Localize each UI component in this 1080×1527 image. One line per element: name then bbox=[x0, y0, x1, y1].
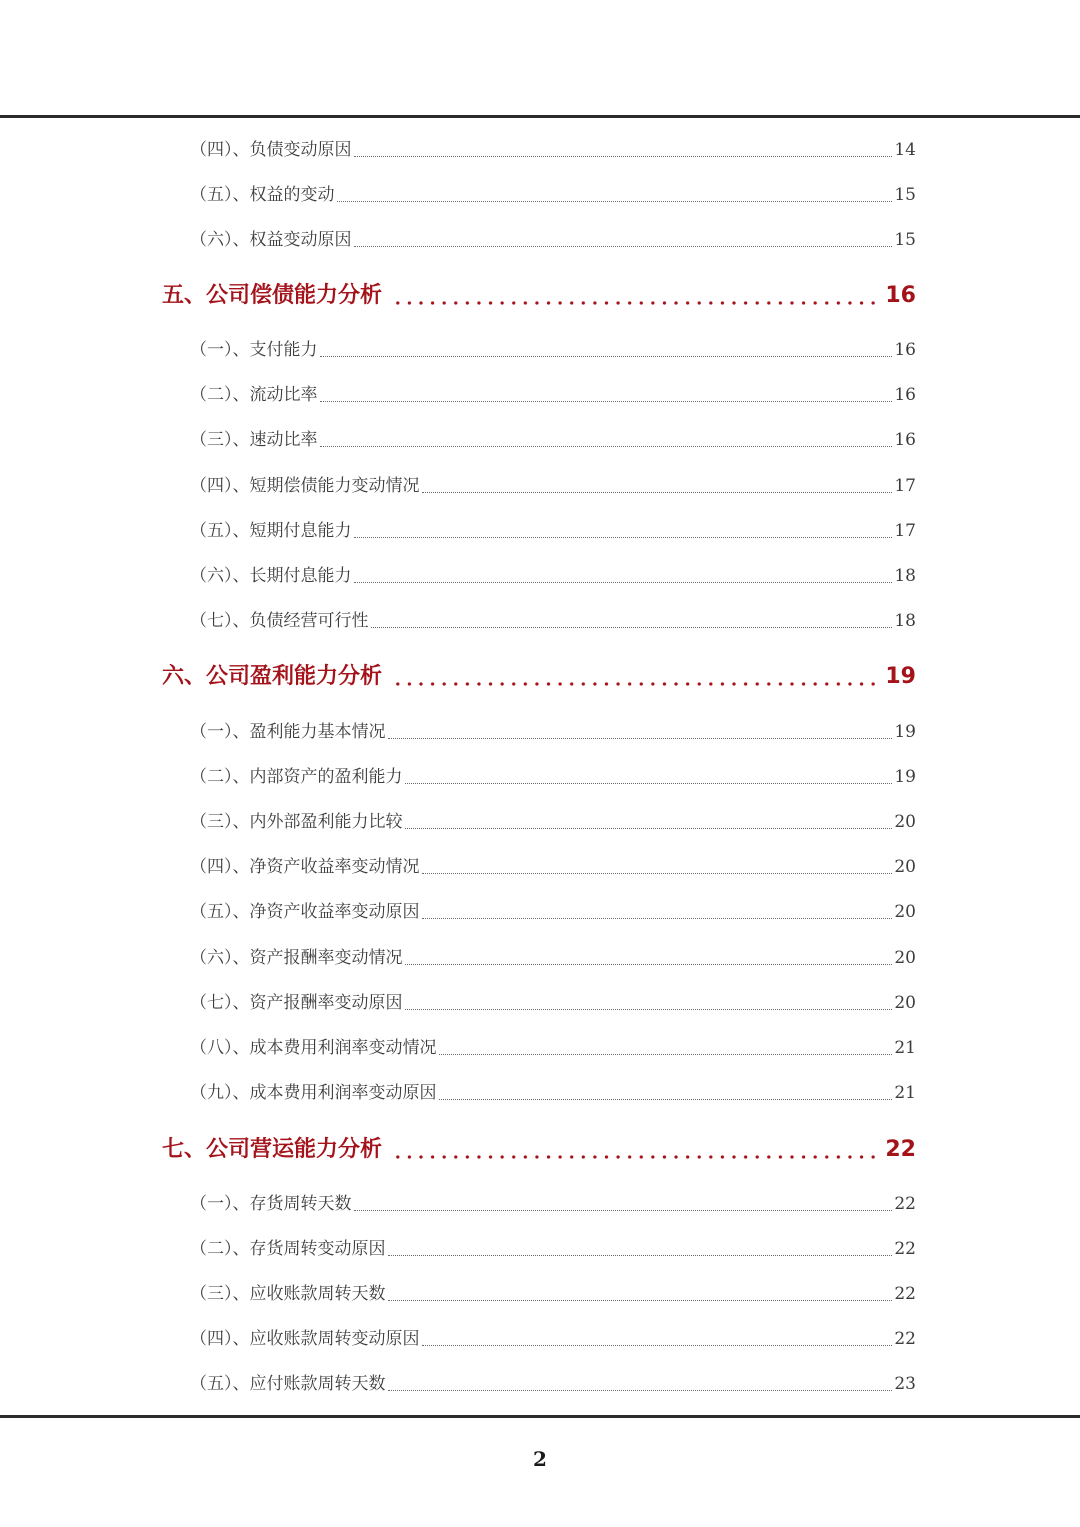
toc-entry-page: 22 bbox=[894, 1239, 916, 1259]
dot-leader bbox=[422, 855, 893, 879]
toc-section-heading[interactable] bbox=[162, 281, 916, 311]
toc-section-heading[interactable] bbox=[162, 1135, 916, 1165]
header-rule bbox=[0, 115, 1080, 118]
toc-entry[interactable] bbox=[190, 228, 916, 252]
dot-leader bbox=[388, 720, 893, 744]
dot-leader bbox=[354, 519, 893, 543]
dot-leader bbox=[422, 1327, 893, 1351]
toc-entry-title: （三）、应收账款周转天数 bbox=[190, 1284, 386, 1304]
toc-entry-title: （三）、内外部盈利能力比较 bbox=[190, 812, 403, 832]
toc-entry-page: 16 bbox=[894, 430, 916, 450]
toc-entry[interactable] bbox=[190, 765, 916, 789]
toc-entry[interactable] bbox=[190, 474, 916, 498]
toc-entry-title: （二）、内部资产的盈利能力 bbox=[190, 767, 403, 787]
toc-entry[interactable] bbox=[190, 338, 916, 362]
dot-leader bbox=[405, 810, 893, 834]
toc-entry-title: （七）、负债经营可行性 bbox=[190, 611, 369, 631]
toc-entry[interactable] bbox=[190, 991, 916, 1015]
dot-leader bbox=[320, 338, 893, 362]
toc-entry-title: （五）、权益的变动 bbox=[190, 185, 335, 205]
toc-entry[interactable] bbox=[190, 1081, 916, 1105]
toc-section-page: 19 bbox=[885, 664, 916, 689]
toc-entry-page: 20 bbox=[894, 948, 916, 968]
toc-entry-title: （六）、长期付息能力 bbox=[190, 566, 352, 586]
toc-section-page: 22 bbox=[885, 1137, 916, 1162]
toc-entry[interactable] bbox=[190, 383, 916, 407]
toc-entry-title: （二）、流动比率 bbox=[190, 385, 318, 405]
toc-entry-page: 22 bbox=[894, 1194, 916, 1214]
toc-entry[interactable] bbox=[190, 564, 916, 588]
toc-entry-page: 17 bbox=[894, 521, 916, 541]
toc-section-page: 16 bbox=[885, 283, 916, 308]
toc-entry-title: （三）、速动比率 bbox=[190, 430, 318, 450]
toc-entry-page: 14 bbox=[894, 140, 916, 160]
toc-entry-title: （七）、资产报酬率变动原因 bbox=[190, 993, 403, 1013]
toc-entry[interactable] bbox=[190, 138, 916, 162]
toc-entry-page: 20 bbox=[894, 902, 916, 922]
toc-entry-title: （一）、支付能力 bbox=[190, 340, 318, 360]
toc-entry-page: 22 bbox=[894, 1284, 916, 1304]
toc-entry-page: 21 bbox=[894, 1038, 916, 1058]
dot-leader bbox=[422, 474, 893, 498]
toc-entry-title: （五）、短期付息能力 bbox=[190, 521, 352, 541]
toc-entry-page: 18 bbox=[894, 566, 916, 586]
toc-entry-page: 18 bbox=[894, 611, 916, 631]
toc-entry[interactable] bbox=[190, 183, 916, 207]
toc-entry-title: （六）、权益变动原因 bbox=[190, 230, 352, 250]
toc-entry[interactable] bbox=[190, 720, 916, 744]
toc-entry-page: 23 bbox=[894, 1374, 916, 1394]
toc-entry-title: （四）、负债变动原因 bbox=[190, 140, 352, 160]
toc-entry-page: 19 bbox=[894, 722, 916, 742]
toc-entry-title: （一）、存货周转天数 bbox=[190, 1194, 352, 1214]
toc-entry[interactable] bbox=[190, 1036, 916, 1060]
toc-entry-title: （四）、短期偿债能力变动情况 bbox=[190, 476, 420, 496]
toc-entry[interactable] bbox=[190, 1372, 916, 1396]
toc-entry-page: 16 bbox=[894, 385, 916, 405]
toc-entry-title: （五）、应付账款周转天数 bbox=[190, 1374, 386, 1394]
toc-section-heading[interactable] bbox=[162, 662, 916, 692]
dot-leader bbox=[354, 1192, 893, 1216]
dot-leader bbox=[354, 564, 893, 588]
dot-leader bbox=[439, 1036, 893, 1060]
toc-entry-page: 21 bbox=[894, 1083, 916, 1103]
page-number: 2 bbox=[533, 1447, 547, 1471]
footer-rule bbox=[0, 1415, 1080, 1418]
toc-entry[interactable] bbox=[190, 1327, 916, 1351]
toc-entry-title: （四）、应收账款周转变动原因 bbox=[190, 1329, 420, 1349]
toc-entry[interactable] bbox=[190, 900, 916, 924]
dot-leader bbox=[320, 383, 893, 407]
toc-entry-page: 17 bbox=[894, 476, 916, 496]
dot-leader bbox=[388, 1282, 893, 1306]
dot-leader bbox=[320, 428, 893, 452]
dot-leader bbox=[405, 946, 893, 970]
toc-entry-page: 15 bbox=[894, 230, 916, 250]
dot-leader bbox=[405, 991, 893, 1015]
toc-entry-page: 20 bbox=[894, 857, 916, 877]
toc-entry-page: 22 bbox=[894, 1329, 916, 1349]
toc-entry-page: 15 bbox=[894, 185, 916, 205]
dot-leader bbox=[388, 1237, 893, 1261]
toc-entry[interactable] bbox=[190, 428, 916, 452]
toc-entry[interactable] bbox=[190, 609, 916, 633]
toc-entry[interactable] bbox=[190, 1237, 916, 1261]
toc-entry-title: （一）、盈利能力基本情况 bbox=[190, 722, 386, 742]
toc-entry[interactable] bbox=[190, 1282, 916, 1306]
toc-entry[interactable] bbox=[190, 946, 916, 970]
dot-leader bbox=[384, 1135, 883, 1165]
toc-entry[interactable] bbox=[190, 519, 916, 543]
dot-leader bbox=[384, 281, 883, 311]
dot-leader bbox=[405, 765, 893, 789]
toc-entry[interactable] bbox=[190, 855, 916, 879]
toc-entry-title: （四）、净资产收益率变动情况 bbox=[190, 857, 420, 877]
toc-entry-page: 19 bbox=[894, 767, 916, 787]
dot-leader bbox=[354, 228, 893, 252]
toc-section-title: 六、公司盈利能力分析 bbox=[162, 664, 383, 689]
toc-entry-page: 16 bbox=[894, 340, 916, 360]
dot-leader bbox=[371, 609, 893, 633]
toc-entry[interactable] bbox=[190, 810, 916, 834]
dot-leader bbox=[422, 900, 893, 924]
toc-entry-page: 20 bbox=[894, 993, 916, 1013]
toc-entry-title: （九）、成本费用利润率变动原因 bbox=[190, 1083, 437, 1103]
toc-entry-title: （六）、资产报酬率变动情况 bbox=[190, 948, 403, 968]
toc-entry-title: （二）、存货周转变动原因 bbox=[190, 1239, 386, 1259]
dot-leader bbox=[439, 1081, 893, 1105]
toc-section-title: 五、公司偿债能力分析 bbox=[162, 283, 383, 308]
toc-section-title: 七、公司营运能力分析 bbox=[162, 1137, 383, 1162]
dot-leader bbox=[388, 1372, 893, 1396]
dot-leader bbox=[337, 183, 893, 207]
toc-entry-title: （五）、净资产收益率变动原因 bbox=[190, 902, 420, 922]
dot-leader bbox=[354, 138, 893, 162]
toc-entry[interactable] bbox=[190, 1192, 916, 1216]
dot-leader bbox=[384, 662, 883, 692]
toc-entry-page: 20 bbox=[894, 812, 916, 832]
toc-entry-title: （八）、成本费用利润率变动情况 bbox=[190, 1038, 437, 1058]
